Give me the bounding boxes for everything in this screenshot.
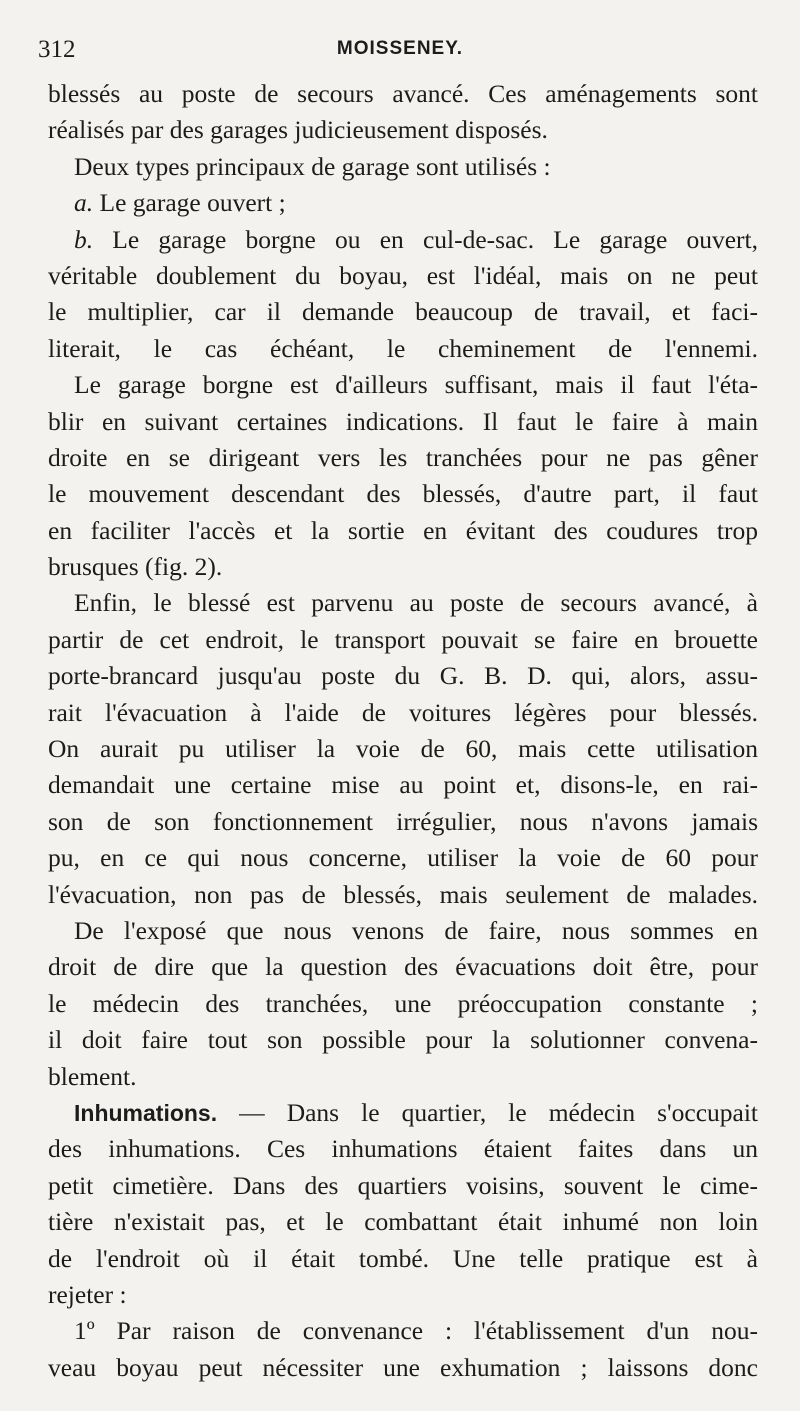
text-line: le multiplier, car il demande beaucoup de travail, et faci- [48,297,758,327]
text-line: blement. [48,1061,137,1091]
text-line: On aurait pu utiliser la voie de 60, mais cette utilisation [48,734,758,764]
text-line: 1º Par raison de convenance : l'établissement d'un nou- [74,1316,758,1346]
text-line: Deux types principaux de garage sont utilisés : [74,151,551,181]
text-line: rait l'évacuation à l'aide de voitures légères pour blessés. [48,697,758,727]
section-heading: Inhumations. [74,1099,218,1126]
text-line: demandait une certaine mise au point et, disons-le, en rai- [48,770,758,800]
text-line: il doit faire tout son possible pour la solutionner convena- [48,1025,758,1055]
text-line: réalisés par des garages judicieusement disposés. [48,115,548,145]
text-line: Le garage borgne est d'ailleurs suffisant, mais il faut l'éta- [74,370,758,400]
text-line: rejeter : [48,1279,127,1309]
text-line: tière n'existait pas, et le combattant était inhumé non loin [48,1207,758,1237]
text-line: petit cimetière. Dans des quartiers voisins, souvent le cime- [48,1170,758,1200]
list-text-a: Le garage ouvert ; [93,188,286,218]
text-line: literait, le cas échéant, le cheminement de l'ennemi. [48,333,758,363]
text-line: droite en se dirigeant vers les tranchées pour ne pas gêner [48,442,758,472]
list-label-b: b. [74,224,94,254]
list-item-a [48,185,758,221]
text-line: brusques (fig. 2). [48,552,223,582]
page-header [0,30,800,70]
text-line: le médecin des tranchées, une préoccupation constante ; [48,988,758,1018]
text-line: De l'exposé que nous venons de faire, nous sommes en [74,915,758,945]
text-line: Enfin, le blessé est parvenu au poste de secours avancé, à [74,588,758,618]
text-line: porte-brancard jusqu'au poste du G. B. D. qui, alors, assu- [48,661,758,691]
text-line: blessés au poste de secours avancé. Ces aménagements sont [48,79,758,108]
list-label-a: a. [74,188,94,218]
body-text [48,76,758,1386]
text-line: de l'endroit où il était tombé. Une telle pratique est à [48,1243,758,1273]
text-line: son de son fonctionnement irrégulier, nous n'avons jamais [48,806,758,836]
text-line: blir en suivant certaines indications. Il faut le faire à main [48,406,758,436]
section-line [48,1095,758,1131]
list-item-b [48,222,758,258]
text-line: le mouvement descendant des blessés, d'autre part, il faut [48,479,758,509]
running-head: MOISSENEY. [336,38,464,59]
text-line: en faciliter l'accès et la sortie en évitant des coudures trop [48,515,758,545]
text-line: des inhumations. Ces inhumations étaient faites dans un [48,1134,758,1164]
text-line: pu, en ce qui nous concerne, utiliser la voie de 60 pour [48,843,758,873]
list-text-b: Le garage borgne ou en cul-de-sac. Le garage ouvert, [93,224,758,254]
text-line: véritable doublement du boyau, est l'idéal, mais on ne peut [48,260,758,290]
page-number: 312 [38,36,76,63]
section-text: — Dans le quartier, le médecin s'occupait [217,1097,758,1127]
text-line: droit de dire que la question des évacuations doit être, pour [48,952,758,982]
text-line: partir de cet endroit, le transport pouvait se faire en brouette [48,624,758,654]
text-line: veau boyau peut nécessiter une exhumation ; laissons donc [48,1352,758,1382]
text-line: l'évacuation, non pas de blessés, mais seulement de malades. [48,879,758,909]
